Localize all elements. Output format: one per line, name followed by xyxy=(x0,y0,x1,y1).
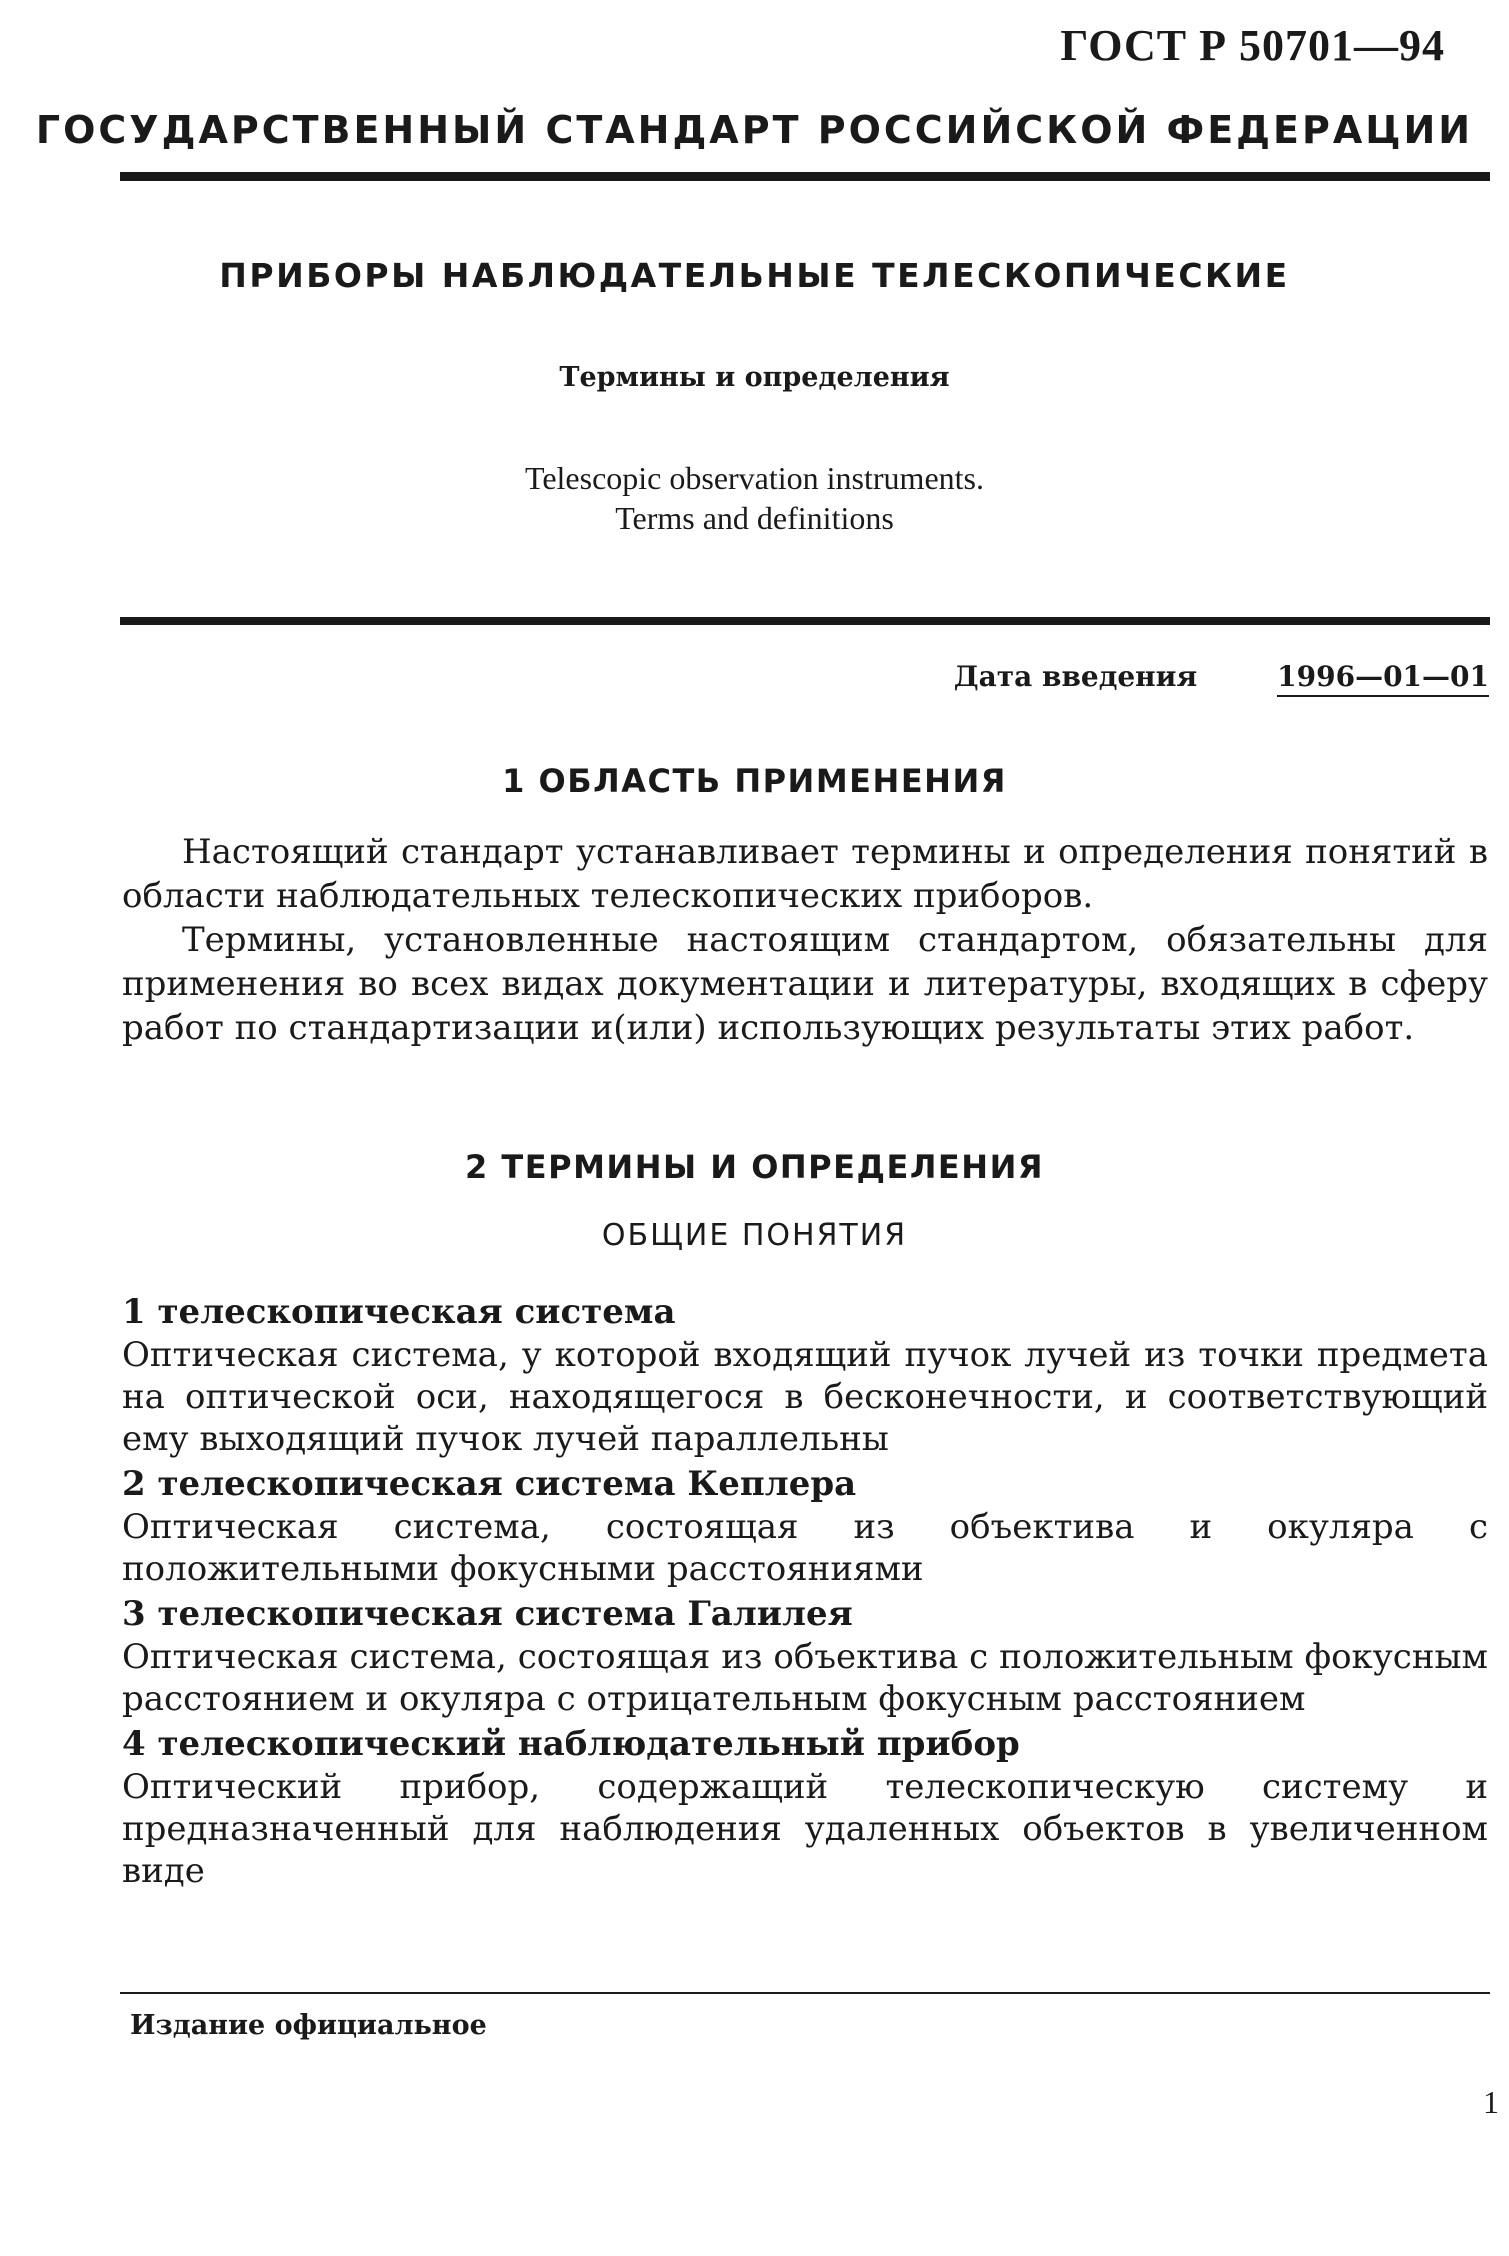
introduction-date-label: Дата введения xyxy=(953,660,1198,693)
term-title: 2 телескопическая система Кеплера xyxy=(122,1464,857,1504)
section-2-subheading: ОБЩИЕ ПОНЯТИЯ xyxy=(601,1218,908,1253)
english-title-line-2: Terms and definitions xyxy=(615,500,894,536)
term-item xyxy=(122,1592,1488,1720)
english-title-line-1: Telescopic observation instruments. xyxy=(525,460,984,496)
section-1-body xyxy=(122,830,1488,1050)
term-definition: Оптическая система, у которой входящий пучок лучей из точки предмета на оптической оси, находящегося в бесконечности, и соответствующий ему выходящий пучок лучей параллельны xyxy=(122,1335,1488,1459)
document-subtitle: Термины и определения xyxy=(559,362,950,393)
footer-rule xyxy=(120,1992,1490,1994)
term-item xyxy=(122,1462,1488,1590)
terms-list xyxy=(122,1290,1488,1894)
term-definition: Оптический прибор, содержащий телескопическую систему и предназначенный для наблюдения удаленных объектов в увеличенном виде xyxy=(122,1767,1488,1891)
edition-note: Издание официальное xyxy=(130,2010,487,2041)
introduction-date xyxy=(954,660,1489,697)
state-standard-title: ГОСУДАРСТВЕННЫЙ СТАНДАРТ РОССИЙСКОЙ ФЕДЕРАЦИИ xyxy=(35,108,1474,152)
term-item xyxy=(122,1290,1488,1460)
english-title xyxy=(0,458,1509,538)
term-definition: Оптическая система, состоящая из объектива с положительным фокусным расстоянием и окуляра с отрицательным фокусным расстоянием xyxy=(122,1637,1488,1719)
paragraph: Настоящий стандарт устанавливает термины и определения понятий в области наблюдательных телескопических приборов. xyxy=(122,832,1488,916)
introduction-date-value: 1996—01—01 xyxy=(1277,660,1489,697)
header-rule xyxy=(120,172,1490,181)
term-title: 4 телескопический наблюдательный прибор xyxy=(122,1724,1020,1764)
term-title: 3 телескопическая система Галилея xyxy=(122,1594,853,1634)
term-item xyxy=(122,1722,1488,1892)
title-rule xyxy=(120,617,1490,625)
section-1-heading: 1 ОБЛАСТЬ ПРИМЕНЕНИЯ xyxy=(502,762,1007,800)
paragraph: Термины, установленные настоящим стандартом, обязательны для применения во всех видах документации и литературы, входящих в сферу работ по стандартизации и(или) использующих результаты этих работ. xyxy=(122,920,1488,1048)
document-title: ПРИБОРЫ НАБЛЮДАТЕЛЬНЫЕ ТЕЛЕСКОПИЧЕСКИЕ xyxy=(219,256,1290,295)
standard-number: ГОСТ Р 50701—94 xyxy=(1060,21,1445,70)
term-title: 1 телескопическая система xyxy=(122,1292,676,1332)
term-definition: Оптическая система, состоящая из объектива и окуляра с положительными фокусными расстояниями xyxy=(122,1507,1488,1589)
page-number: 1 xyxy=(1483,2084,1499,2120)
section-2-heading: 2 ТЕРМИНЫ И ОПРЕДЕЛЕНИЯ xyxy=(465,1148,1044,1186)
